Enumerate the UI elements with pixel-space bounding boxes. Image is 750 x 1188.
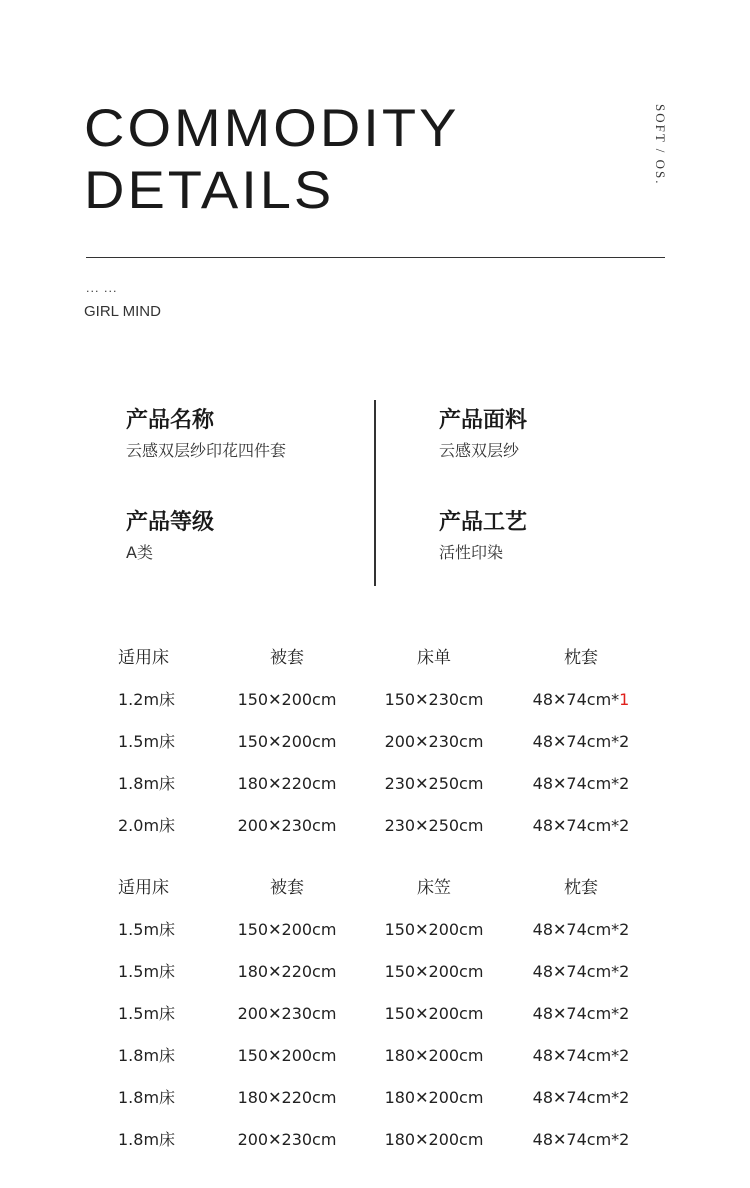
cell-bed: 1.5m床 [118, 1004, 176, 1023]
info-value: 活性印染 [439, 543, 504, 562]
cell-bed: 1.8m床 [118, 1088, 176, 1107]
cell-duvet: 200✕230cm [237, 1004, 337, 1023]
pillowcase-size: 48✕74cm* [532, 690, 620, 709]
cell-fitted-sheet: 180✕200cm [384, 1130, 484, 1149]
table-row [0, 1129, 750, 1171]
cell-pillowcase: 48✕74cm*2 [532, 1004, 630, 1023]
cell-duvet: 150✕200cm [237, 732, 337, 751]
cell-sheet: 150✕230cm [384, 690, 484, 709]
info-label: 产品等级 [126, 510, 215, 535]
cell-pillowcase: 48✕74cm*2 [532, 1046, 630, 1065]
cell-sheet: 230✕250cm [384, 774, 484, 793]
size-table-fitted [0, 877, 750, 1171]
header-duvet: 被套 [270, 648, 304, 668]
pillowcase-count-highlight: 1 [619, 690, 630, 709]
cell-duvet: 200✕230cm [237, 1130, 337, 1149]
cell-duvet: 150✕200cm [237, 920, 337, 939]
cell-bed: 1.2m床 [118, 690, 176, 709]
table-row [0, 731, 750, 773]
table-row [0, 961, 750, 1003]
cell-fitted-sheet: 180✕200cm [384, 1088, 484, 1107]
cell-pillowcase [533, 689, 630, 711]
cell-pillowcase: 48✕74cm*2 [532, 816, 630, 835]
cell-fitted-sheet: 150✕200cm [384, 962, 484, 981]
header-pillowcase: 枕套 [564, 878, 598, 898]
info-label: 产品工艺 [439, 510, 528, 535]
divider-line [86, 257, 665, 258]
brand-name: GIRL MIND [84, 303, 161, 320]
header-duvet: 被套 [270, 878, 304, 898]
table-row [0, 1003, 750, 1045]
cell-sheet: 200✕230cm [384, 732, 484, 751]
header-fitted-sheet: 床笠 [417, 878, 451, 898]
cell-duvet: 200✕230cm [237, 816, 337, 835]
cell-pillowcase: 48✕74cm*2 [532, 920, 630, 939]
info-value: A类 [126, 543, 153, 562]
cell-duvet: 150✕200cm [237, 1046, 337, 1065]
cell-fitted-sheet: 180✕200cm [384, 1046, 484, 1065]
header-pillowcase: 枕套 [564, 648, 598, 668]
info-product-fabric [439, 407, 527, 462]
decor-dots: ... ... [86, 282, 118, 295]
cell-bed: 1.8m床 [118, 1130, 176, 1149]
vertical-tagline: SOFT / OS. [653, 104, 668, 186]
cell-duvet: 180✕220cm [237, 1088, 337, 1107]
header-bed: 适用床 [118, 648, 169, 668]
table-row [0, 1087, 750, 1129]
cell-bed: 1.8m床 [118, 1046, 176, 1065]
info-label: 产品名称 [126, 408, 215, 433]
cell-bed: 1.5m床 [118, 732, 176, 751]
info-product-grade [126, 509, 214, 564]
cell-sheet: 230✕250cm [384, 816, 484, 835]
table-row [0, 815, 750, 857]
info-divider [374, 400, 376, 586]
cell-pillowcase: 48✕74cm*2 [532, 1130, 630, 1149]
info-product-name [126, 407, 286, 462]
cell-bed: 1.5m床 [118, 962, 176, 981]
table-header-row [0, 877, 750, 919]
cell-duvet: 150✕200cm [237, 690, 337, 709]
cell-fitted-sheet: 150✕200cm [384, 1004, 484, 1023]
info-value: 云感双层纱印花四件套 [126, 441, 287, 460]
cell-pillowcase: 48✕74cm*2 [532, 1088, 630, 1107]
table-row [0, 1045, 750, 1087]
info-value: 云感双层纱 [439, 441, 520, 460]
table-row [0, 919, 750, 961]
cell-bed: 1.8m床 [118, 774, 176, 793]
cell-bed: 2.0m床 [118, 816, 176, 835]
info-product-craft [439, 509, 527, 564]
table-row [0, 773, 750, 815]
cell-pillowcase: 48✕74cm*2 [532, 732, 630, 751]
title-line-2: DETAILS [84, 159, 335, 220]
header-bed: 适用床 [118, 878, 169, 898]
cell-duvet: 180✕220cm [237, 774, 337, 793]
table-row [0, 689, 750, 731]
title-line-1: COMMODITY [84, 97, 460, 158]
info-label: 产品面料 [439, 408, 528, 433]
size-table-sheet [0, 647, 750, 857]
cell-pillowcase: 48✕74cm*2 [532, 774, 630, 793]
cell-fitted-sheet: 150✕200cm [384, 920, 484, 939]
table-header-row [0, 647, 750, 689]
cell-bed: 1.5m床 [118, 920, 176, 939]
header-sheet: 床单 [417, 648, 451, 668]
cell-pillowcase: 48✕74cm*2 [532, 962, 630, 981]
cell-duvet: 180✕220cm [237, 962, 337, 981]
